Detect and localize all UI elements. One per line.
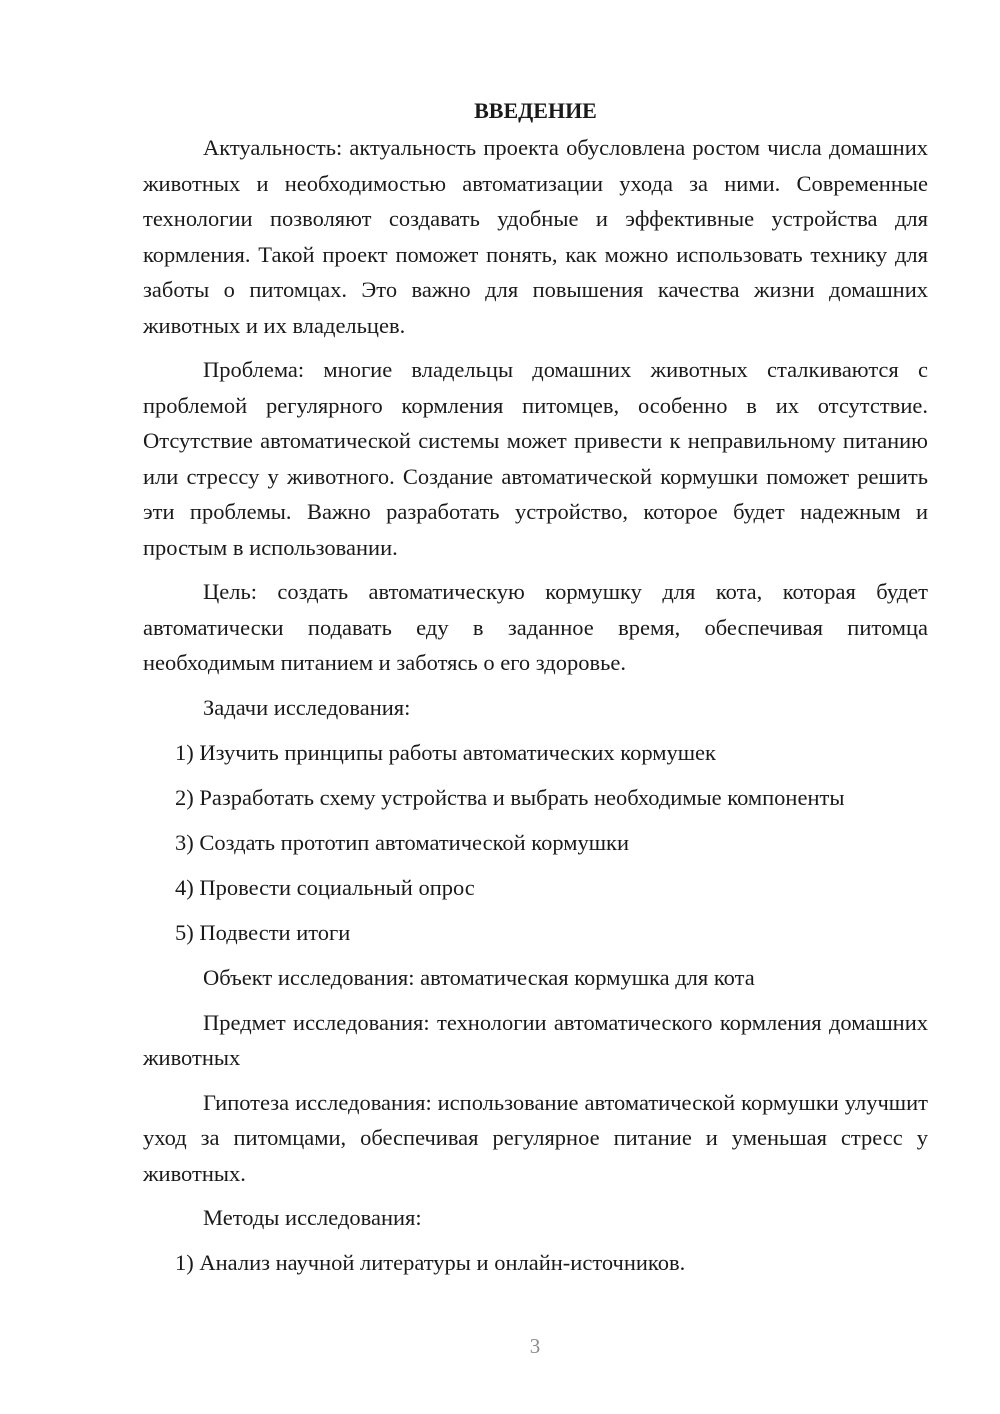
tasks-heading: Задачи исследования: <box>203 694 411 720</box>
page-number: 3 <box>529 1334 541 1358</box>
problem-paragraph: Проблема: многие владельцы домашних животных сталкиваются с проблемой регулярного кормления питомцев, особенно в их отсутствие. Отсутствие автоматической системы может привести к неправильному питанию или стрессу у животного. Создание автоматической кормушки поможет решить эти проблемы. Важно разработать устройство, которое будет надежным и простым в использовании. <box>143 357 928 560</box>
document-page <box>143 96 928 1290</box>
goal-paragraph: Цель: создать автоматическую кормушку для кота, которая будет автоматически подавать еду в заданное время, обеспечивая питомца необходимым питанием и заботясь о его здоровье. <box>143 579 928 675</box>
research-object: Объект исследования: автоматическая кормушка для кота <box>203 964 755 990</box>
task-item-1: 1) Изучить принципы работы автоматических кормушек <box>175 739 716 765</box>
methods-heading: Методы исследования: <box>203 1205 422 1230</box>
task-item-5: 5) Подвести итоги <box>175 919 351 945</box>
task-item-4: 4) Провести социальный опрос <box>175 874 475 900</box>
relevance-paragraph: Актуальность: актуальность проекта обусловлена ростом числа домашних животных и необходимостью автоматизации ухода за ними. Современные технологии позволяют создавать удобные и эффективные устройства для кормления. Такой проект поможет понять, как можно использовать технику для заботы о питомцах. Это важно для повышения качества жизни домашних животных и их владельцев. <box>143 135 928 338</box>
section-title: ВВЕДЕНИЕ <box>474 98 597 123</box>
method-item-1: 1) Анализ научной литературы и онлайн-источников. <box>175 1250 686 1275</box>
task-item-3: 3) Создать прототип автоматической кормушки <box>175 829 630 855</box>
research-hypothesis: Гипотеза исследования: использование автоматической кормушки улучшит уход за питомцами, обеспечивая регулярное питание и уменьшая стресс у животных. <box>143 1089 928 1186</box>
research-subject: Предмет исследования: технологии автоматического кормления домашних животных <box>143 1009 928 1070</box>
task-item-2: 2) Разработать схему устройства и выбрать необходимые компоненты <box>175 784 845 810</box>
